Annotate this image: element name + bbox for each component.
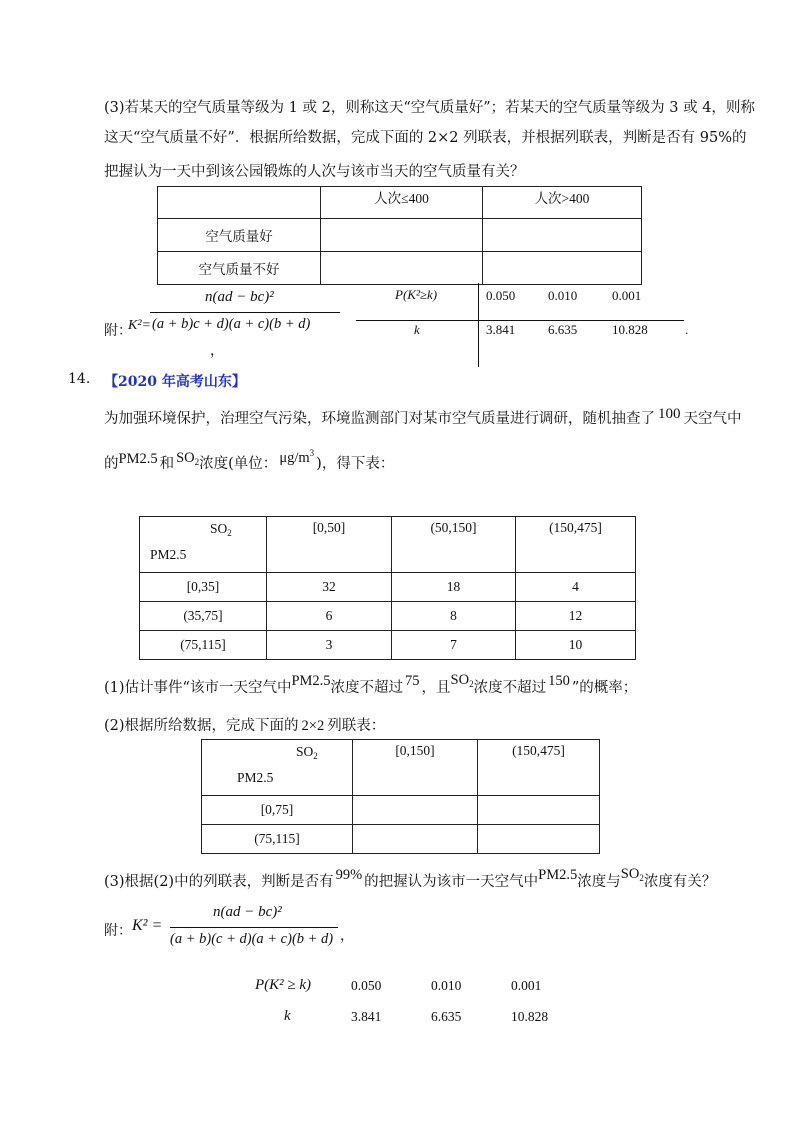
contingency-table-2	[201, 739, 600, 854]
part3-text-a: (3)根据(2)中的列联表，判断是否有	[104, 874, 334, 890]
appendix2-k-value: 6.635	[431, 1009, 462, 1024]
table2-col-header: (150,475]	[516, 517, 636, 573]
part2-text-b: 列联表：	[327, 718, 386, 734]
part3-so2: $SO_2$	[620, 866, 644, 883]
appendix2-k-row-label: k	[284, 1008, 291, 1024]
part1-150: 150	[548, 673, 570, 689]
table2-corner-so2: $SO_2$	[210, 521, 232, 538]
data-table-pm-so2	[139, 516, 636, 660]
q14-intro-text: 浓度(单位：	[199, 456, 278, 472]
table3-cell	[353, 825, 478, 854]
table3-cell	[478, 825, 600, 854]
q14-intro-text: 天空气中	[683, 411, 742, 427]
appendix2-k-value: 3.841	[351, 1009, 382, 1024]
appendix1-prefix: 附：	[104, 323, 132, 339]
table2-corner	[140, 517, 267, 573]
appendix1-comma: ，	[210, 343, 224, 359]
table2-corner-pm: PM2.5	[150, 547, 187, 562]
part3-text	[104, 866, 716, 891]
appendix1-k-value: 10.828	[612, 322, 648, 337]
part3-pct: 99%	[335, 867, 363, 883]
part2-text-a: (2)根据所给数据，完成下面的	[104, 718, 299, 734]
appendix1-numerator: n(ad − bc)²	[205, 289, 274, 305]
table3-row-label: (75,115]	[202, 825, 353, 854]
q14-pm: PM2.5	[118, 451, 158, 467]
part2-dim: 2×2	[301, 718, 325, 734]
part2-text	[104, 714, 385, 735]
table1-cell	[483, 219, 642, 252]
part1-text-c: ，且	[421, 680, 451, 696]
table2-cell: 8	[392, 602, 516, 631]
table2-cell: 7	[392, 631, 516, 660]
table2-cell: 3	[267, 631, 392, 660]
part1-pm: PM2.5	[291, 673, 331, 689]
appendix1-p-value: 0.001	[612, 288, 642, 303]
part1-text-b: 浓度不超过	[330, 680, 404, 696]
appendix1-k-label: K²=	[128, 318, 151, 333]
part3-text-c: 浓度与	[577, 874, 621, 890]
table-row	[140, 631, 636, 660]
table2-cell: 10	[516, 631, 636, 660]
q14-intro-line1	[104, 406, 742, 428]
q13-part3-line3: 把握认为一天中到该公园锻炼的人次与该市当天的空气质量有关？	[104, 164, 525, 180]
table-row	[202, 825, 600, 854]
part1-text-e: ”的概率；	[571, 680, 638, 696]
q13-part3-line1: (3)若某天的空气质量等级为 1 或 2，则称这天“空气质量好”；若某天的空气质量等级为 3 或 4，则称	[104, 100, 755, 116]
table2-cell: 4	[516, 573, 636, 602]
appendix1-denominator: (a + b)c + d)(a + c)(b + d)	[152, 316, 311, 332]
table2-col-header: (50,150]	[392, 517, 516, 573]
appendix1-k-value: 3.841	[486, 322, 516, 337]
table1-row-bad: 空气质量不好	[158, 252, 321, 285]
table3-row-label: [0,75]	[202, 796, 353, 825]
part3-pm: PM2.5	[538, 867, 578, 883]
part3-text-b: 的把握认为该市一天空气中	[364, 874, 539, 890]
q14-unit: $\mu g/m^3$	[279, 448, 315, 466]
table1-header-gt400: 人次>400	[483, 187, 642, 219]
part1-so2: $SO_2$	[450, 672, 474, 689]
table2-row-label: (75,115]	[140, 631, 267, 660]
appendix1-period: .	[685, 322, 689, 337]
table-row	[140, 602, 636, 631]
table2-cell: 6	[267, 602, 392, 631]
appendix1-p-value: 0.050	[486, 288, 516, 303]
table1-cell	[321, 219, 483, 252]
q14-so2: $SO_2$	[176, 450, 200, 467]
table1-header-le400: 人次≤400	[321, 187, 483, 219]
part1-text-d: 浓度不超过	[473, 680, 547, 696]
table1-cell	[321, 252, 483, 285]
appendix2-p-label: P(K² ≥ k)	[255, 977, 312, 993]
appendix1-fraction-bar	[150, 312, 340, 313]
table3-cell	[478, 796, 600, 825]
q14-source: 【2020 年高考山东】	[104, 374, 246, 390]
table-row	[202, 796, 600, 825]
q14-number: 14.	[68, 371, 91, 387]
q14-intro-text: 的	[104, 456, 119, 472]
table3-corner	[202, 740, 353, 796]
table2-cell: 12	[516, 602, 636, 631]
table2-cell: 32	[267, 573, 392, 602]
appendix2-k-value: 10.828	[511, 1009, 549, 1024]
appendix1-k-value: 6.635	[548, 322, 578, 337]
appendix2-k-eq: K² =	[132, 917, 163, 934]
appendix2-p-value: 0.001	[511, 978, 542, 993]
table3-corner-so2: $SO_2$	[296, 744, 318, 761]
appendix2-p-value: 0.010	[431, 978, 462, 993]
table1-cell	[483, 252, 642, 285]
table1-corner	[158, 187, 321, 219]
table2-row-label: (35,75]	[140, 602, 267, 631]
part3-text-d: 浓度有关？	[643, 874, 717, 890]
table2-col-header: [0,50]	[267, 517, 392, 573]
table2-row-label: [0,35]	[140, 573, 267, 602]
table3-corner-pm: PM2.5	[237, 770, 274, 785]
appendix2-numerator: n(ad − bc)²	[213, 904, 282, 920]
table2-cell: 18	[392, 573, 516, 602]
appendix1-vertical-rule	[478, 283, 479, 367]
contingency-table-1	[157, 186, 642, 285]
table1-row-good: 空气质量好	[158, 219, 321, 252]
part1-text	[104, 672, 637, 697]
q14-and: 和	[159, 456, 175, 472]
q14-intro-text: 为加强环境保护，治理空气污染，环境监测部门对某市空气质量进行调研，随机抽查了	[104, 411, 655, 427]
part1-text-a: (1)估计事件“该市一天空气中	[104, 680, 292, 696]
part1-75: 75	[405, 673, 420, 689]
table3-col-header: [0,150]	[353, 740, 478, 796]
appendix1-p-value: 0.010	[548, 288, 578, 303]
table3-cell	[353, 796, 478, 825]
table3-col-header: (150,475]	[478, 740, 600, 796]
q14-days: 100	[658, 406, 681, 422]
appendix2-p-value: 0.050	[351, 978, 382, 993]
appendix1-horizontal-rule	[356, 320, 684, 321]
appendix2-prefix: 附：	[104, 923, 132, 939]
q14-intro-text: )，得下表：	[316, 456, 395, 472]
q13-part3-line2: 这天“空气质量不好”．根据所给数据，完成下面的 2×2 列联表，并根据列联表，判断是否有 95%的	[104, 130, 747, 146]
appendix2-comma: ，	[340, 928, 354, 944]
appendix2-fraction-bar	[170, 927, 338, 928]
appendix2-denominator: (a + b)(c + d)(a + c)(b + d)	[170, 931, 334, 947]
table-row	[140, 573, 636, 602]
appendix1-k-row-label: k	[414, 322, 420, 337]
appendix1-p-label: P(K²≥k)	[395, 287, 438, 302]
q14-intro-line2	[104, 448, 394, 473]
